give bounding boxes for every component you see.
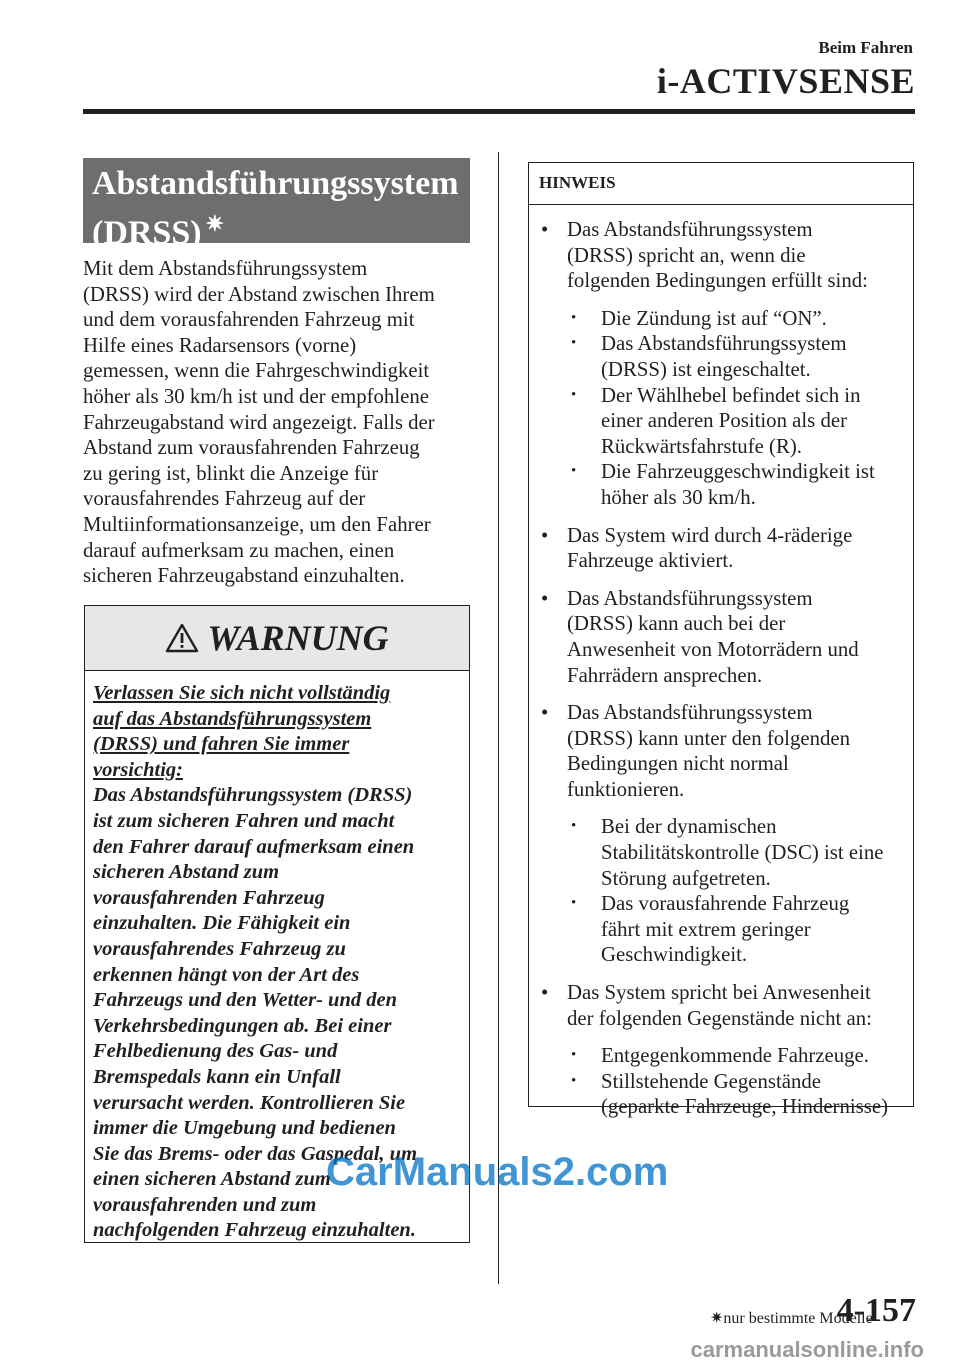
warning-heading: WARNUNG (207, 618, 389, 658)
warning-box (84, 605, 470, 1243)
note-subitem (565, 891, 883, 968)
note-subitem (565, 306, 875, 332)
sub-bullet-icon: • (571, 1047, 577, 1064)
warning-line: verursacht werden. Kontrollieren Sie (93, 1091, 406, 1114)
bullet-icon: • (541, 586, 549, 610)
bullet-icon: • (541, 523, 549, 547)
warning-line: vorausfahrenden und zum (93, 1193, 317, 1216)
warning-line: erkennen hängt von der Art des (93, 963, 360, 986)
intro-line: Hilfe eines Radarsensors (vorne) (83, 333, 357, 357)
intro-line: (DRSS) wird der Abstand zwischen Ihrem (83, 282, 435, 306)
note-item (537, 980, 905, 1120)
chapter-label: Beim Fahren (818, 38, 913, 57)
warning-underlined-line: auf das Abstandsführungssystem (93, 707, 372, 730)
note-subitem-text (601, 891, 849, 968)
sub-bullet-icon: • (571, 335, 577, 352)
note-subitem (565, 331, 875, 382)
note-subitem-line: fährt mit extrem geringer (601, 917, 811, 941)
note-subitem-line: Die Fahrzeuggeschwindigkeit ist (601, 460, 875, 484)
note-subitem-line: Bei der dynamischen (601, 815, 777, 839)
note-subitem-line: Rückwärtsfahrstufe (R). (601, 434, 802, 458)
note-sublist (565, 306, 875, 511)
bullet-icon: • (541, 701, 549, 725)
section-title (83, 158, 470, 252)
note-subitem-line: Das vorausfahrende Fahrzeug (601, 892, 850, 916)
note-item-line: Das Abstandsführungssystem (567, 586, 813, 610)
section-title-line2: (DRSS) (92, 214, 202, 252)
note-item-text (567, 980, 888, 1120)
intro-line: höher als 30 km/h ist und der empfohlene (83, 384, 429, 408)
note-subitem-text (601, 814, 883, 891)
note-item-line: folgenden Bedingungen erfüllt sind: (567, 269, 868, 293)
warning-underlined-line: (DRSS) und fahren Sie immer (93, 733, 350, 756)
note-item-line: Fahrzeuge aktiviert. (567, 549, 734, 573)
warning-line: einen sicheren Abstand zum (93, 1168, 331, 1191)
intro-line: sicheren Fahrzeugabstand einzuhalten. (83, 564, 405, 588)
warning-line: ist zum sicheren Fahren und macht (93, 809, 395, 832)
note-subitem-line: Stillstehende Gegenstände (601, 1069, 822, 1093)
warning-underlined-line: vorsichtig: (93, 758, 183, 781)
note-subitem-line: Stabilitätskontrolle (DSC) ist eine (601, 841, 884, 865)
note-item-text (567, 586, 859, 688)
intro-line: Fahrzeugabstand wird angezeigt. Falls der (83, 410, 435, 434)
note-subitem-line: höher als 30 km/h. (601, 485, 756, 509)
intro-line: Multiinformationsanzeige, um den Fahrer (83, 512, 431, 536)
note-subitem (565, 383, 875, 460)
bullet-icon: • (541, 981, 549, 1005)
section-header: i-ACTIVSENSE (656, 61, 915, 101)
note-item-line: funktionieren. (567, 777, 685, 801)
warning-line: Verkehrsbedingungen ab. Bei einer (93, 1014, 392, 1037)
note-subitem-line: Geschwindigkeit. (601, 943, 748, 967)
warning-line: vorausfahrendes Fahrzeug zu (93, 937, 346, 960)
header-rule (83, 109, 915, 114)
warning-triangle-icon (165, 623, 199, 653)
warning-line: den Fahrer darauf aufmerksam einen (93, 835, 415, 858)
bottom-watermark: carmanualsonline.info (690, 1337, 924, 1362)
sub-bullet-icon: • (571, 818, 577, 835)
note-subitem-text (601, 383, 860, 460)
warning-underlined-line: Verlassen Sie sich nicht vollständig (93, 682, 391, 704)
note-subitem-text (601, 1043, 869, 1069)
note-item-line: Das Abstandsführungssystem (567, 218, 813, 241)
note-subitem-text (601, 1069, 888, 1120)
warning-line: einzuhalten. Die Fähigkeit ein (93, 912, 351, 935)
note-heading: HINWEIS (529, 163, 913, 205)
intro-line: vorausfahrendes Fahrzeug auf der (83, 487, 366, 511)
note-item-line: (DRSS) kann auch bei der (567, 612, 786, 636)
note-item-line: Anwesenheit von Motorrädern und (567, 637, 859, 661)
intro-paragraph (83, 256, 475, 589)
warning-line: Fahrzeugs und den Wetter- und den (93, 989, 397, 1012)
note-item-line: (DRSS) kann unter den folgenden (567, 726, 851, 750)
note-subitem-text (601, 331, 847, 382)
sub-bullet-icon: • (571, 309, 577, 326)
column-divider (498, 152, 499, 1284)
star-icon: ✷ (710, 1310, 724, 1327)
note-item (537, 586, 905, 688)
note-item-line: der folgenden Gegenstände nicht an: (567, 1006, 872, 1030)
note-subitem-text (601, 306, 827, 332)
intro-line: darauf aufmerksam zu machen, einen (83, 538, 395, 562)
note-item (537, 700, 905, 968)
note-subitem (565, 1043, 888, 1069)
note-item-text (567, 217, 875, 511)
warning-line: Sie das Brems- oder das Gaspedal, um (93, 1142, 418, 1165)
sub-bullet-icon: • (571, 1072, 577, 1089)
sub-bullet-icon: • (571, 895, 577, 912)
intro-line: gemessen, wenn die Fahrgeschwindigkeit (83, 359, 430, 383)
note-body (529, 205, 913, 1120)
note-item-line: Das System spricht bei Anwesenheit (567, 981, 871, 1005)
intro-line: Mit dem Abstandsführungssystem (83, 257, 368, 280)
note-subitem-line: Das Abstandsführungssystem (601, 332, 847, 356)
sub-bullet-icon: • (571, 463, 577, 480)
intro-line: zu gering ist, blinkt die Anzeige für (83, 461, 379, 485)
warning-line: nachfolgenden Fahrzeug einzuhalten. (93, 1219, 416, 1242)
warning-line: vorausfahrenden Fahrzeug (93, 886, 325, 909)
footer-note-text: nur bestimmte Modelle (723, 1310, 873, 1327)
note-sublist (565, 814, 883, 968)
warning-line: Bremspedals kann ein Unfall (93, 1065, 341, 1088)
note-subitem (565, 814, 883, 891)
intro-line: und dem vorausfahrenden Fahrzeug mit (83, 308, 415, 332)
note-sublist (565, 1043, 888, 1120)
note-item-line: Bedingungen nicht normal (567, 752, 789, 776)
note-subitem (565, 1069, 888, 1120)
warning-line: Fehlbedienung des Gas- und (93, 1040, 338, 1063)
warning-line: Das Abstandsführungssystem (DRSS) (93, 784, 413, 807)
note-item (537, 217, 905, 511)
warning-line: immer die Umgebung und bedienen (93, 1117, 396, 1140)
note-item-line: Fahrrädern ansprechen. (567, 663, 763, 687)
note-item (537, 523, 905, 574)
note-subitem-line: Entgegenkommende Fahrzeuge. (601, 1044, 869, 1068)
note-item-line: Das System wird durch 4-räderige (567, 523, 853, 547)
note-subitem-text (601, 459, 875, 510)
note-subitem (565, 459, 875, 510)
note-subitem-line: Der Wählhebel befindet sich in (601, 383, 861, 407)
sub-bullet-icon: • (571, 386, 577, 403)
watermark-text: CarManuals2.com (326, 1150, 669, 1194)
note-item-text (567, 700, 883, 968)
note-item-text (567, 523, 852, 574)
note-subitem-line: (geparkte Fahrzeuge, Hindernisse) (601, 1095, 888, 1119)
warning-header (85, 606, 469, 671)
note-subitem-line: (DRSS) ist eingeschaltet. (601, 357, 811, 381)
intro-line: Abstand zum vorausfahrenden Fahrzeug (83, 436, 420, 460)
note-subitem-line: einer anderen Position als der (601, 409, 848, 433)
star-icon: ✷ (205, 211, 225, 236)
note-item-line: Das Abstandsführungssystem (567, 701, 813, 725)
bullet-icon: • (541, 218, 549, 241)
page-number: 4-157 (836, 1292, 916, 1329)
warning-line: sicheren Abstand zum (93, 861, 280, 884)
note-subitem-line: Störung aufgetreten. (601, 866, 771, 890)
note-item-line: (DRSS) spricht an, wenn die (567, 243, 806, 267)
note-box (528, 162, 914, 1119)
section-title-line1: Abstandsführungssystem (92, 165, 459, 202)
note-subitem-line: Die Zündung ist auf “ON”. (601, 306, 827, 330)
